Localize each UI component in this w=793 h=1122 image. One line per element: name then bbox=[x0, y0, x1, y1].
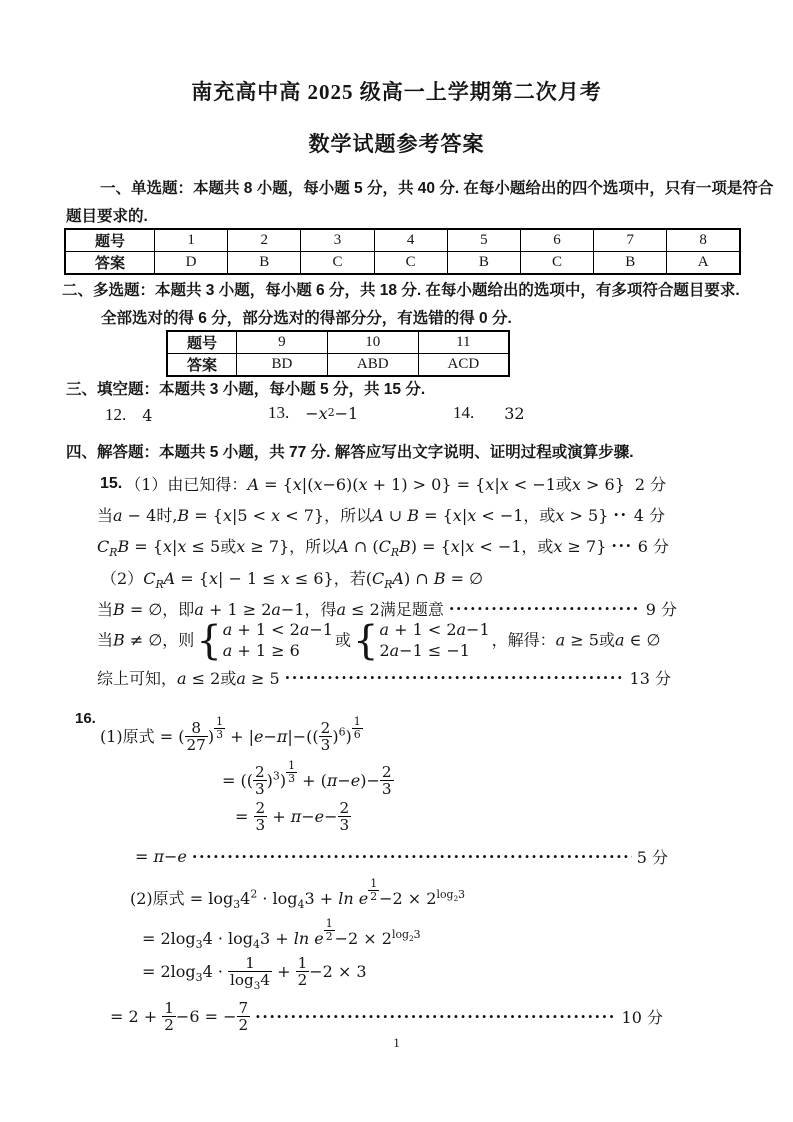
solution-line-16-2a bbox=[130, 877, 466, 912]
q-number-cell: 9 bbox=[237, 331, 328, 354]
question-number: 12. bbox=[105, 405, 127, 424]
q-number-cell: 11 bbox=[418, 331, 509, 354]
solution-math: $(2)C_RA = \{x| - 1 \le x \le 6\}$，若$(C_RA)$ ∩ B = ∅ bbox=[101, 569, 484, 592]
section3-heading: 三、填空题：本题共 3 小题，每小题 5 分，共 15 分. bbox=[66, 381, 426, 398]
solution-line-16-1b bbox=[222, 760, 394, 798]
answer-cell: B bbox=[228, 252, 301, 275]
header-cell: 题号 bbox=[65, 229, 155, 252]
solution-math: (2)原式 = $\log_34^2 \cdot \log_43 + \ln e$ $^{\frac{1}{2}}$ $-2 \times 2^{log_23}$ bbox=[130, 877, 466, 912]
table-row bbox=[65, 252, 740, 275]
dot-leader bbox=[613, 507, 628, 523]
fill-blank-answer-13 bbox=[268, 403, 358, 423]
dot-leader bbox=[255, 1009, 616, 1025]
q-number-cell: 3 bbox=[301, 229, 374, 252]
table-row bbox=[65, 229, 740, 252]
answer-cell: ACD bbox=[418, 354, 509, 377]
q-number-cell: 7 bbox=[594, 229, 667, 252]
dot-leader bbox=[192, 849, 632, 865]
solution-math: = π−e bbox=[135, 847, 187, 866]
fill-blank-answer-14 bbox=[453, 403, 525, 423]
solution-math: $C_RB = \{x|x \le 5$或x ≥ 7}，所以A ∩ $(C_RB) = \{x|x < -1$，或x ≥ 7} bbox=[97, 537, 607, 560]
solution-math: 当B ≠ ∅，则 { a + 1 < 2a−1 a + 1 ≥ 6 或 { a + 1 < 2a−1 2a−1 ≤ −1 ，解得：a ≥ 5或a ∈ ∅ bbox=[97, 617, 661, 664]
question-number: 14. bbox=[453, 403, 475, 422]
fill-blank-answer-12 bbox=[105, 405, 152, 425]
solution-line-15-4 bbox=[101, 566, 484, 592]
table-row bbox=[167, 354, 509, 377]
question-number-16: 16. bbox=[75, 710, 96, 727]
header-cell: 答案 bbox=[167, 354, 237, 377]
question-number: 13. bbox=[268, 403, 290, 422]
solution-math: 综上可知，a ≤ 2或a ≥ 5 bbox=[97, 669, 280, 688]
solution-line-16-2b bbox=[142, 917, 421, 952]
score-label: 5 分 bbox=[636, 848, 668, 867]
q-number-cell: 5 bbox=[447, 229, 520, 252]
section2-heading-cont: 全部选对的得 6 分，部分选对的得部分分，有选错的得 0 分. bbox=[101, 310, 512, 327]
answer-cell: C bbox=[520, 252, 593, 275]
score-label: 4 分 bbox=[633, 506, 665, 525]
q-number-cell: 2 bbox=[228, 229, 301, 252]
answer-cell: B bbox=[594, 252, 667, 275]
q-number-cell: 1 bbox=[155, 229, 228, 252]
score-label: 9 分 bbox=[645, 600, 677, 619]
answer-cell: B bbox=[447, 252, 520, 275]
solution-math: = (( $\frac{2}{3}$ )$^3$) $^{\frac{1}{3}}$ + (π−e)− $\frac{2}{3}$ bbox=[222, 759, 392, 799]
answer-value: 32 bbox=[504, 403, 525, 423]
solution-line-16-2c bbox=[142, 954, 367, 993]
page-title: 南充高中高 2025 级高一上学期第二次月考 bbox=[191, 80, 602, 104]
solution-line-16-2d bbox=[110, 1000, 663, 1034]
solution-line-15-6 bbox=[97, 617, 661, 664]
solution-math: = $\frac{2}{3}$ + π−e− $\frac{2}{3}$ bbox=[235, 799, 350, 835]
dot-leader bbox=[449, 601, 641, 617]
solution-line-16-1c bbox=[235, 800, 351, 834]
solution-line-15-2 bbox=[97, 503, 665, 526]
section1-heading-cont: 题目要求的. bbox=[66, 208, 148, 225]
q-number-cell: 4 bbox=[374, 229, 447, 252]
section2-heading: 二、多选题：本题共 3 小题，每小题 6 分，共 18 分. 在每小题给出的选项中，有多项符合题目要求. bbox=[62, 282, 740, 299]
answer-cell: ABD bbox=[327, 354, 418, 377]
solution-line-16-1d bbox=[135, 845, 668, 868]
q-number-cell: 8 bbox=[667, 229, 740, 252]
answer-cell: A bbox=[667, 252, 740, 275]
answer-cell: C bbox=[374, 252, 447, 275]
solution-line-16-1a bbox=[100, 716, 363, 754]
dot-leader bbox=[611, 538, 632, 554]
score-label: 13 分 bbox=[629, 669, 671, 688]
page-number: 1 bbox=[393, 1035, 400, 1050]
solution-math: 当B = ∅，即a + 1 ≥ 2a−1，得a ≤ 2满足题意 bbox=[97, 600, 444, 619]
page-subtitle: 数学试题参考答案 bbox=[308, 132, 485, 156]
q-number-cell: 10 bbox=[327, 331, 418, 354]
solution-line-15-1 bbox=[100, 472, 665, 495]
header-cell: 答案 bbox=[65, 252, 155, 275]
score-label: 10 分 bbox=[621, 1008, 663, 1028]
solution-math: （1）由已知得：A = {x|(x−6)(x + 1) > 0} = {x|x < −1或x > 6} bbox=[125, 475, 625, 494]
solution-line-15-7 bbox=[97, 666, 671, 689]
answer-value: 4 bbox=[142, 405, 153, 425]
score-label: 6 分 bbox=[637, 537, 669, 556]
solution-math: = 2 + $\frac{1}{2}$ −6 = − $\frac{7}{2}$ bbox=[110, 999, 249, 1035]
answer-value: − x 2 −1 bbox=[305, 403, 359, 423]
solution-math: (1)原式 = ( $\frac{8}{27}$ ) $^{\frac{1}{3}}$ + |e−π|−(( $\frac{2}{3}$ )$^6$) $^{\frac{1}{6}}$ bbox=[100, 715, 361, 755]
multi-choice-answer-table bbox=[166, 330, 510, 377]
answer-cell: D bbox=[155, 252, 228, 275]
section1-heading: 一、单选题：本题共 8 小题，每小题 5 分，共 40 分. 在每小题给出的四个选项中，只有一项是符合 bbox=[100, 180, 774, 197]
section4-heading: 四、解答题：本题共 5 小题，共 77 分. 解答应写出文字说明、证明过程或演算步骤. bbox=[66, 444, 634, 461]
question-number: 15. bbox=[100, 474, 123, 492]
solution-math: = $2\log_34 \cdot \log_43 + \ln e$ $^{\frac{1}{2}}$ $-2 \times 2^{log_23}$ bbox=[142, 917, 421, 952]
solution-line-15-5 bbox=[97, 597, 677, 620]
single-choice-answer-table bbox=[64, 228, 741, 275]
q-number-cell: 6 bbox=[520, 229, 593, 252]
score-label: 2 分 bbox=[634, 475, 667, 494]
answer-cell: BD bbox=[237, 354, 328, 377]
solution-math: 当a − 4时,B = {x|5 < x < 7}，所以A ∪ B = {x|x < −1，或x > 5} bbox=[97, 506, 609, 525]
table-row bbox=[167, 331, 509, 354]
header-cell: 题号 bbox=[167, 331, 237, 354]
solution-math: = $2\log_34$ · $\frac{1}{\log_34}$ + $\frac{1}{2}$ −2 × 3 bbox=[142, 954, 367, 993]
dot-leader bbox=[285, 670, 625, 686]
answer-cell: C bbox=[301, 252, 374, 275]
solution-line-15-3 bbox=[97, 534, 669, 560]
